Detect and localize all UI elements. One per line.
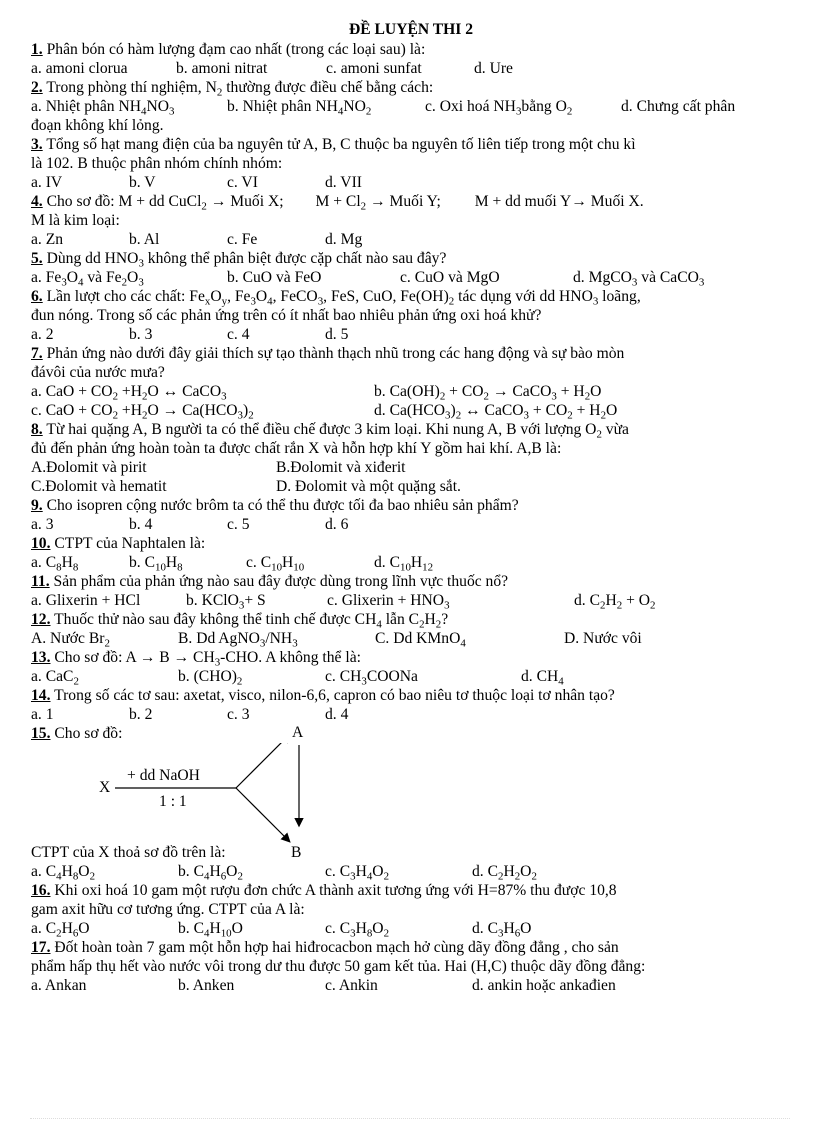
- answers-7b: c. CaO + $CO_2 +H_2O \to Ca(HCO_3)_2$ d. $Ca(HCO_3)_2$ ↔ CaCO$_3$ + $CO_2 + H_2O$: [31, 402, 618, 422]
- label-A: A: [292, 724, 304, 741]
- label-B: B: [291, 844, 302, 861]
- answers-6: a. 2 b. 3 c. 4 d. 5: [31, 326, 349, 343]
- answers-10: a. $C_8H_8$ b. $C_{10}H_8$ c. $C_{10}H_{10}$ d. $C_{10}H_{12}$: [31, 554, 434, 574]
- question-12: 12. Thuốc thử nào sau đây không thể tinh chế được $CH_4$ lẫn $C_2H_2$?: [31, 611, 449, 631]
- question-11: 11. Sản phẩm của phản ứng nào sau đây được dùng trong lĩnh vực thuốc nổ?: [31, 573, 509, 590]
- answers-12: A. Nước $Br_2$ B. Dd $AgNO_3/NH_3$ C. Dd KMnO$_4$ D. Nước vôi: [31, 630, 642, 650]
- answers-17: a. Ankan b. Anken c. Ankin d. ankin hoặc ankađien: [31, 977, 616, 994]
- answers-11: a. Glixerin + HCl b. KClO$_3$+ S c. Glixerin + $HNO_3$ d. $C_2H_2 + O_2$: [31, 592, 656, 612]
- question-5: 5. Dùng dd $HNO_3$ không thể phân biệt được cặp chất nào sau đây?: [31, 250, 447, 270]
- question-2: 2. Trong phòng thí nghiệm, $N_2$ thường được điều chế bằng cách:: [31, 79, 434, 99]
- diagram-lines: [31, 743, 351, 843]
- answers-7a: a. CaO + $CO_2 +H_2O$ ↔ CaCO$_3$ b. $Ca(OH)_2 + CO_2$ → CaCO$_3$ + $H_2O$: [31, 383, 602, 403]
- label-ratio: 1 : 1: [159, 793, 187, 810]
- question-17: 17. Đốt hoàn toàn 7 gam một hỗn hợp hai hiđrocacbon mạch hở cùng dãy đồng đẳng , cho sản: [31, 939, 619, 956]
- answers-1: a. amoni clorua b. amoni nitrat c. amoni sunfat d. Ure: [31, 60, 513, 77]
- answers-9: a. 3 b. 4 c. 5 d. 6: [31, 516, 349, 533]
- question-9: 9. Cho isopren cộng nước brôm ta có thể thu được tối đa bao nhiêu sản phẩm?: [31, 497, 519, 514]
- answers-15: a. $C_4H_8O_2$ b. $C_4H_6O_2$ c. $C_3H_4O_2$ d. $C_2H_2O_2$: [31, 863, 537, 883]
- answers-3: a. IV b. V c. VI d. VII: [31, 174, 362, 191]
- question-4: 4. Cho sơ đồ: M + dd CuCl$_2$ → Muối X; $M + Cl_2$ → Muối Y; M + dd muối Y→ Muối X.: [31, 193, 644, 213]
- answers-5: a. $Fe_3O_4$ và $Fe_2O_3$ b. CuO và FeO c. CuO và MgO d. MgCO$_3$ và CaCO$_3$: [31, 269, 705, 289]
- answers-8a: A.Đolomit và pirit B.Đolomit và xiđerit: [31, 459, 406, 476]
- answers-16: a. $C_2H_6O$ b. $C_4H_{10}O$ c. $C_3H_8O_2$ d. $C_3H_6O$: [31, 920, 532, 940]
- answers-4: a. Zn b. Al c. Fe d. Mg: [31, 231, 363, 248]
- question-7: 7. Phản ứng nào dưới đây giải thích sự tạo thành thạch nhũ trong các hang động và sự bào mòn: [31, 345, 625, 362]
- question-6: 6. Lần lượt cho các chất: $Fe_xO_y$, $Fe_3O_4$, FeCO$_3$, FeS, CuO, $Fe(OH)_2$ tác dụng với dd $HNO_3$ loãng,: [31, 288, 641, 308]
- question-3: 3. Tổng số hạt mang điện của ba nguyên tử A, B, C thuộc ba nguyên tố liên tiếp trong một chu kì: [31, 136, 636, 153]
- exam-page: ĐỀ LUYỆN THI 2 1. Phân bón có hàm lượng đạm cao nhất (trong các loại sau) là: a. amoni clorua b. amoni nitrat c. amoni sunfat d. Ure 2. Trong phòng thí nghiệm, $N_2$ thường được điều chế bằng cách: a. Nhiệt phân $NH_4NO_3$ b. Nhiệt phân $NH_4NO_2$ c. Oxi hoá $NH_3bằng$ $O_2$ d. Chưng cất phân đoạn không khí lỏng. 3. Tổng số hạt mang điện của ba nguyên tử A, B, C thuộc ba nguyên tố liên tiếp trong một chu kì là 102. B thuộc phân nhóm chính nhóm: a. IV b. V c. VI d. VII 4. Cho sơ đồ: M + dd CuCl$_2$ → Muối X; $M + Cl_2$ → Muối Y; M + dd muối Y→ Muối X. M là kim loại: a. Zn b. Al c. Fe d. Mg 5. Dùng dd $HNO_3$ không thể phân biệt được cặp chất nào sau đây? a. $Fe_3O_4$ và $Fe_2O_3$ b. CuO và FeO c. CuO và MgO d. MgCO$_3$ và CaCO$_3$ 6. Lần lượt cho các chất: $Fe_xO_y$, $Fe_3O_4$, FeCO$_3$, FeS, CuO, $Fe(OH)_2$ tác dụng với dd $HNO_3$ loãng, đun nóng. Trong số các phản ứng trên có ít nhất bao nhiêu phản ứng oxi hoá khử? a. 2 b. 3 c. 4 d. 5 7. Phản ứng nào dưới đây giải thích sự tạo thành thạch nhũ trong các hang động và sự bào mòn đávôi của nước mưa? a. CaO + $CO_2 +H_2O$ ↔ CaCO$_3$ b. $Ca(OH)_2 + CO_2$ → CaCO$_3$ + $H_2O$ c. CaO + $CO_2 +H_2O \to Ca(HCO_3)_2$ d. $Ca(HCO_3)_2$ ↔ CaCO$_3$ + $CO_2 + H_2O$ 8. Từ hai quặng A, B người ta có thể điều chế được 3 kim loại. Khi nung A, B với lượng $O_2$ vừa đủ đến phản ứng hoàn toàn ta được chất rắn X và hỗn hợp khí Y gồm hai khí. A,B là: A.Đolomit và pirit B.Đolomit và xiđerit C.Đolomit và hematit D. Đolomit và một quặng sắt. 9. Cho isopren cộng nước brôm ta có thể thu được tối đa bao nhiêu sản phẩm? a. 3 b. 4 c. 5 d. 6 10. CTPT của Naphtalen là: a. $C_8H_8$ b. $C_{10}H_8$ c. $C_{10}H_{10}$ d. $C_{10}H_{12}$ 11. Sản phẩm của phản ứng nào sau đây được dùng trong lĩnh vực thuốc nổ? a. Glixerin + HCl b. KClO$_3$+ S c. Glixerin + $HNO_3$ d. $C_2H_2 + O_2$ 12. Thuốc thử nào sau đây không thể tinh chế được $CH_4$ lẫn $C_2H_2$? A. Nước $Br_2$ B. Dd $AgNO_3/NH_3$ C. Dd KMnO$_4$ D. Nước vôi 13. Cho sơ đồ: $A \to B \to CH_3$-CHO. A không thể là: a. CaC$_2$ b. $(CHO)_2$ c. $CH_3COONa$ d. $CH_4$ 14. Trong số các tơ sau: axetat, visco, nilon-6,6, capron có bao niêu tơ thuộc loại tơ nhân tạo? a. 1 b. 2 c. 3 d. 4 15. Cho sơ đồ: X + dd NaOH 1 : 1 A CTPT của X thoả sơ đồ trên là: B a. $C_4H_8O_2$ b. $C_4H_6O_2$ c. $C_3H_4O_2$ d. $C_2H_2O_2$ 16. Khi oxi hoá 10 gam một rượu đơn chức A thành axit tương ứng với H=87% thu được 10,8 gam axit hữu cơ tương ứng. CTPT của A là: a. $C_2H_6O$ b. $C_4H_{10}O$ c. $C_3H_8O_2$ d. $C_3H_6O$ 17. Đốt hoàn toàn 7 gam một hỗn hợp hai hiđrocacbon mạch hở cùng dãy đồng đẳng , cho sản phẩm hấp thụ hết vào nước vôi trong dư thu được 50 gam kết tủa. Hai (H,C) thuộc dãy đồng đẳng: a. Ankan b. Anken c. Ankin d. ankin hoặc ankađien: [31, 20, 791, 995]
- question-10: 10. CTPT của Naphtalen là:: [31, 535, 206, 552]
- question-14: 14. Trong số các tơ sau: axetat, visco, nilon-6,6, capron có bao niêu tơ thuộc loại tơ nhân tạo?: [31, 687, 615, 704]
- arrow-to-A: [236, 743, 289, 788]
- question-16: 16. Khi oxi hoá 10 gam một rượu đơn chức A thành axit tương ứng với H=87% thu được 10,8: [31, 882, 617, 899]
- question-8: 8. Từ hai quặng A, B người ta có thể điều chế được 3 kim loại. Khi nung A, B với lượng $O_2$ vừa: [31, 421, 629, 441]
- question-15: 15. Cho sơ đồ:: [31, 725, 123, 742]
- label-reagent: + dd NaOH: [127, 767, 200, 784]
- answers-14: a. 1 b. 2 c. 3 d. 4: [31, 706, 349, 723]
- exam-title: ĐỀ LUYỆN THI 2: [348, 21, 474, 38]
- label-x: X: [99, 779, 111, 796]
- question-15-prompt: CTPT của X thoả sơ đồ trên là: B: [31, 844, 302, 861]
- page-footer-divider: [30, 1118, 790, 1119]
- answers-8b: C.Đolomit và hematit D. Đolomit và một quặng sắt.: [31, 478, 461, 495]
- answers-2: a. Nhiệt phân $NH_4NO_3$ b. Nhiệt phân $NH_4NO_2$ c. Oxi hoá $NH_3bằng$ $O_2$ d. Chưng cất phân: [31, 98, 736, 118]
- question-1: 1. Phân bón có hàm lượng đạm cao nhất (trong các loại sau) là:: [31, 41, 426, 58]
- question-13: 13. Cho sơ đồ: $A \to B \to CH_3$-CHO. A không thể là:: [31, 649, 361, 669]
- arrow-to-B: [236, 788, 289, 841]
- answers-13: a. CaC$_2$ b. $(CHO)_2$ c. $CH_3COONa$ d. $CH_4$: [31, 668, 564, 688]
